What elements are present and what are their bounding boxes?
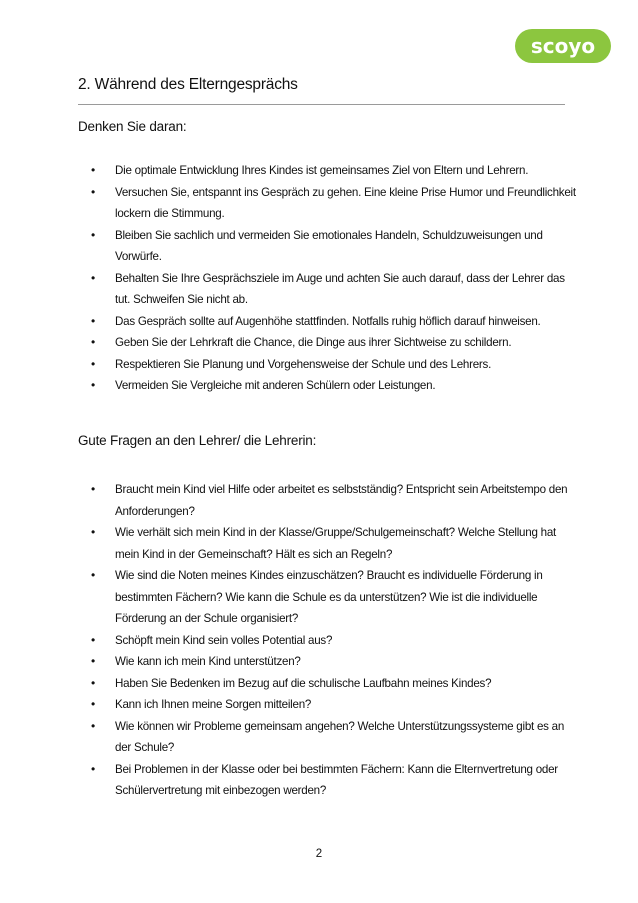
bullet-icon: •: [91, 227, 95, 242]
bullet-icon: •: [91, 525, 95, 539]
list-item-text: Geben Sie der Lehrkraft die Chance, die Dinge aus ihrer Sichtweise zu schildern.: [115, 336, 512, 349]
bullet-icon: •: [91, 356, 95, 371]
list-item: [78, 160, 578, 182]
list-item-text: Die optimale Entwicklung Ihres Kindes ist gemeinsames Ziel von Eltern und Lehrern.: [115, 164, 529, 177]
bullet-icon: •: [91, 632, 95, 647]
list-item: [78, 630, 578, 652]
list-item: [78, 716, 578, 759]
bullet-icon: •: [91, 184, 95, 199]
list-item: [78, 182, 578, 225]
list-item-text: Wie kann ich mein Kind unterstützen?: [115, 655, 301, 668]
bullet-icon: •: [91, 335, 95, 349]
list-item-text: Das Gespräch sollte auf Augenhöhe stattfinden. Notfalls ruhig höflich darauf hinweisen.: [115, 314, 541, 328]
list-item: [78, 268, 578, 311]
page-heading: 2. Während des Elterngesprächs: [78, 76, 298, 93]
list-item-text: Respektieren Sie Planung und Vorgehensweise der Schule und des Lehrers.: [115, 357, 492, 371]
list-item-text: Schöpft mein Kind sein volles Potential aus?: [115, 633, 333, 647]
bullet-icon: •: [91, 270, 95, 285]
list-item: [78, 225, 578, 268]
section-label-questions: Gute Fragen an den Lehrer/ die Lehrerin:: [78, 433, 317, 448]
page-number: 2: [315, 848, 323, 860]
bullet-icon: •: [91, 697, 95, 711]
bullet-icon: •: [91, 163, 95, 177]
list-item-text: Bleiben Sie sachlich und vermeiden Sie emotionales Handeln, Schuldzuweisungen und Vorwürfe.: [115, 228, 543, 263]
section-label-reminders: Denken Sie daran:: [78, 119, 187, 134]
scoyo-logo: [515, 27, 611, 65]
list-item-text: Vermeiden Sie Vergleiche mit anderen Schülern oder Leistungen.: [115, 379, 436, 392]
list-item: [78, 694, 578, 716]
list-item-text: Braucht mein Kind viel Hilfe oder arbeitet es selbstständig? Entspricht sein Arbeitstempo den Anforderungen?: [115, 483, 568, 518]
list-item: [78, 522, 578, 565]
bullet-icon: •: [91, 482, 95, 496]
bullet-icon: •: [91, 761, 95, 776]
list-item-text: Wie können wir Probleme gemeinsam angehen? Welche Unterstützungssysteme gibt es an der Schule?: [115, 719, 565, 754]
list-item: [78, 311, 578, 333]
bullet-icon: •: [91, 654, 95, 668]
bullet-icon: •: [91, 675, 95, 690]
list-item: [78, 759, 578, 802]
list-item-text: Bei Problemen in der Klasse oder bei bestimmten Fächern: Kann die Elternvertretung oder Schülervertretung mit einbezogen werden?: [115, 762, 558, 797]
list-item-text: Wie verhält sich mein Kind in der Klasse/Gruppe/Schulgemeinschaft? Welche Stellung hat mein Kind in der Gemeinschaft? Hält es sich an Regeln?: [115, 526, 556, 561]
logo-text: scoyo: [530, 34, 596, 58]
list-item: [78, 673, 578, 695]
list-item-text: Wie sind die Noten meines Kindes einzuschätzen? Braucht es individuelle Förderung in bestimmten Fächern? Wie kann die Schule es da unterstützen? Wie ist die individuelle Förderung an der Schule organisiert?: [115, 569, 543, 625]
list-item-text: Versuchen Sie, entspannt ins Gespräch zu gehen. Eine kleine Prise Humor und Freundlichkeit lockern die Stimmung.: [115, 185, 576, 220]
bullet-icon: •: [91, 568, 95, 582]
bullet-icon: •: [91, 313, 95, 328]
bullet-icon: •: [91, 378, 95, 392]
bullet-icon: •: [91, 718, 95, 733]
list-item: [78, 565, 578, 630]
list-item: [78, 332, 578, 354]
list-item-text: Haben Sie Bedenken im Bezug auf die schulische Laufbahn meines Kindes?: [115, 676, 492, 690]
questions-list: [78, 479, 578, 802]
list-item: [78, 479, 578, 522]
list-item-text: Behalten Sie Ihre Gesprächsziele im Auge und achten Sie auch darauf, dass der Lehrer das tut. Schweifen Sie nicht ab.: [115, 271, 565, 306]
list-item: [78, 375, 578, 397]
list-item: [78, 651, 578, 673]
list-item-text: Kann ich Ihnen meine Sorgen mitteilen?: [115, 698, 312, 711]
list-item: [78, 354, 578, 376]
heading-divider: [78, 104, 565, 105]
reminders-list: [78, 160, 578, 397]
